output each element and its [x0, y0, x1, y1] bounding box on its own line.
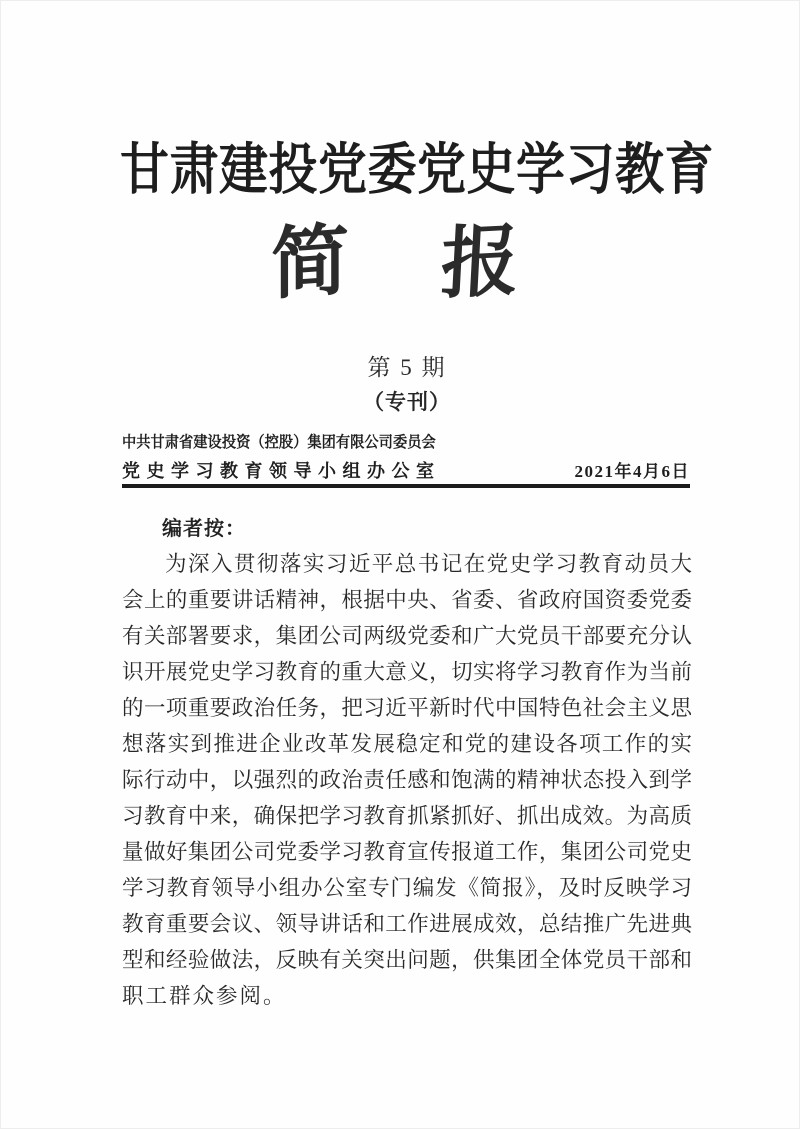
masthead-title: 甘肃建投党委党史学习教育 — [120, 138, 715, 202]
editor-note-line: 量做好集团公司党委学习教育宣传报道工作，集团公司党史 — [122, 840, 692, 864]
publisher-committee: 中共甘肃省建设投资（控股）集团有限公司委员会 — [122, 434, 436, 451]
issue-edition: （专刊） — [363, 390, 451, 414]
editor-note-body — [122, 546, 692, 1014]
publication-date: 2021年4月6日 — [574, 462, 690, 481]
issue-number: 第 5 期 — [367, 355, 447, 380]
bulletin-script-title — [110, 218, 680, 308]
editor-note-line: 际行动中，以强烈的政治责任感和饱满的精神状态投入到学 — [122, 768, 692, 792]
editor-note-line: 教育重要会议、领导讲话和工作进展成效，总结推广先进典 — [122, 912, 692, 936]
editor-note-line: 的一项重要政治任务，把习近平新时代中国特色社会主义思 — [122, 696, 692, 720]
divider-rule — [122, 484, 690, 488]
editor-note-line: 会上的重要讲话精神，根据中央、省委、省政府国资委党委 — [122, 588, 692, 612]
editor-note-line: 型和经验做法，反映有关突出问题，供集团全体党员干部和 — [122, 948, 692, 972]
script-char-jian: 简 — [271, 216, 349, 309]
editor-note-label: 编者按： — [162, 518, 246, 540]
publisher-lines — [122, 430, 463, 483]
editor-note-line: 有关部署要求，集团公司两级党委和广大党员干部要充分认 — [122, 624, 692, 648]
editor-note-line: 想落实到推进企业改革发展稳定和党的建设各项工作的实 — [122, 732, 692, 756]
editor-note-line: 学习教育领导小组办公室专门编发《简报》，及时反映学习 — [122, 876, 692, 900]
editor-note-line: 为深入贯彻落实习近平总书记在党史学习教育动员大 — [165, 552, 692, 576]
editor-note-line: 识开展党史学习教育的重大意义，切实将学习教育作为当前 — [122, 660, 692, 684]
editor-note-line: 职工群众参阅。 — [122, 984, 287, 1008]
publisher-office: 党史学习教育领导小组办公室 — [122, 461, 441, 481]
publisher-block — [122, 430, 690, 483]
script-char-bao: 报 — [438, 216, 522, 309]
editor-note-line: 习教育中来，确保把学习教育抓紧抓好、抓出成效。为高质 — [122, 804, 692, 828]
